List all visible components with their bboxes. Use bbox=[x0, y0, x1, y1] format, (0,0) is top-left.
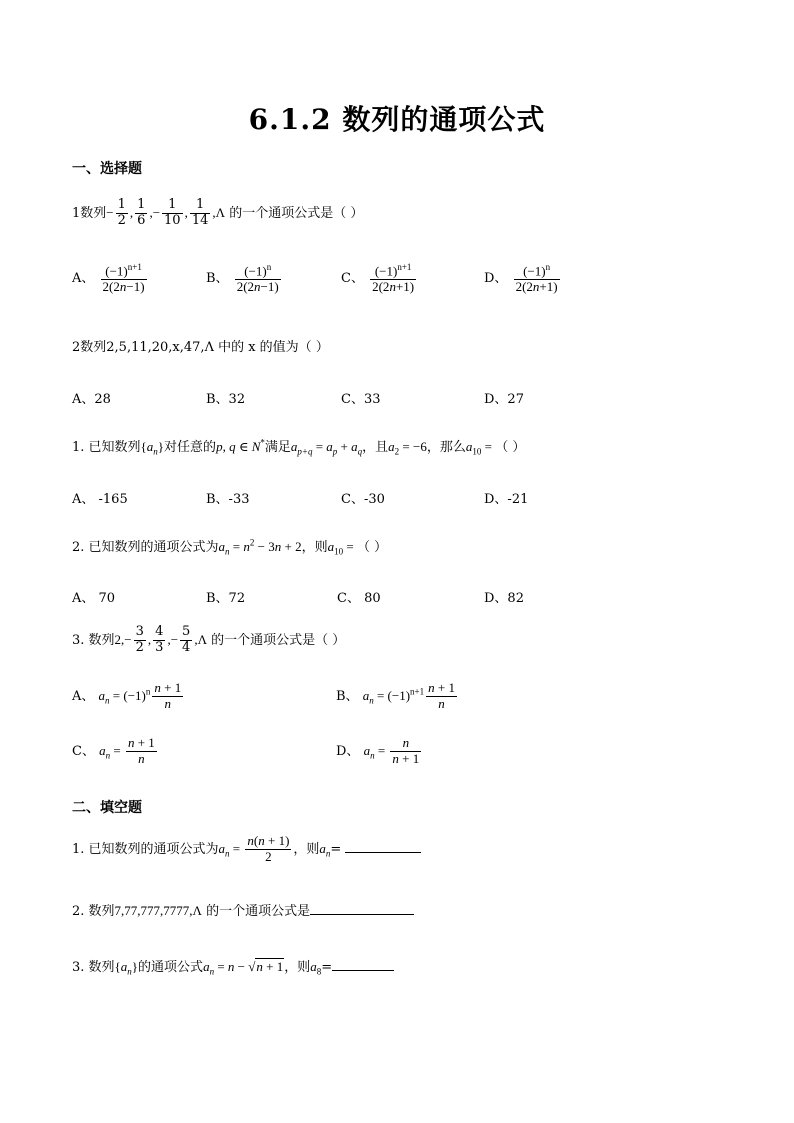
question-2-option-b: B、32 bbox=[206, 392, 246, 407]
answer-blank-1[interactable] bbox=[345, 840, 421, 853]
section-heading-fill: 二、填空题 bbox=[72, 800, 142, 816]
fill-question-1: 1. 已知数列的通项公式为$a_n$ = $\frac{n(n + 1)}{2}$ ，则$a_n=$ bbox=[72, 834, 421, 865]
answer-blank-3[interactable] bbox=[332, 958, 394, 971]
question-4-option-d: D、82 bbox=[484, 591, 524, 606]
question-3-option-d: D、-21 bbox=[484, 492, 529, 507]
question-1-option-d: D、 $\frac{(-1)^n}{2(2n+1)}$ bbox=[484, 262, 558, 295]
question-1-option-c: C、 $\frac{(-1)^{n+1}}{2(2n+1)}$ bbox=[341, 262, 415, 295]
question-5-option-b: B、 $a_n = (-1)^{n+1}$ $\frac{n + 1}{n}$ bbox=[336, 680, 455, 711]
question-2-stem: 2数列2,5,11,20,x,47,Λ 中的 x 的值为（ ） bbox=[72, 340, 329, 355]
question-3-option-c: C、-30 bbox=[341, 492, 385, 507]
question-4-option-a: A、 70 bbox=[72, 591, 116, 606]
question-1-option-b: B、 $\frac{(-1)^n}{2(2n-1)}$ bbox=[206, 262, 279, 295]
question-3-option-a: A、 -165 bbox=[72, 492, 128, 507]
question-1-stem: 1数列− $\frac{1}{2}$ , $\frac{1}{6}$ ,− $\frac{1}{10}$ , $\frac{1}{14}$ ,Λ 的一个通项公式是（ ） bbox=[72, 197, 364, 228]
question-1-suffix: 的一个通项公式是（ ） bbox=[225, 205, 364, 221]
question-5-option-d: D、 $a_n$ = $\frac{n}{n + 1}$ bbox=[336, 735, 420, 766]
question-5-stem: 3. 数列2,− $\frac{3}{2}$ , $\frac{4}{3}$ ,− $\frac{5}{4}$ ,Λ 的一个通项公式是（ ） bbox=[72, 624, 346, 655]
question-3-option-b: B、-33 bbox=[206, 492, 250, 507]
fill-question-2: 2. 数列7,77,777,7777,Λ 的一个通项公式是 bbox=[72, 900, 414, 919]
question-5-option-a: A、 $a_n = (-1)^n$ $\frac{n + 1}{n}$ bbox=[72, 680, 182, 711]
section-heading-choice: 一、选择题 bbox=[72, 161, 142, 177]
question-4-option-c: C、 80 bbox=[337, 591, 381, 606]
question-4-option-b: B、72 bbox=[206, 591, 246, 606]
question-2-option-a: A、28 bbox=[72, 392, 111, 407]
question-2-option-c: C、33 bbox=[341, 392, 381, 407]
question-1-option-a: A、 $\frac{(-1)^{n+1}}{2(2n-1)}$ bbox=[72, 262, 145, 295]
answer-blank-2[interactable] bbox=[310, 902, 414, 915]
question-4-stem: 2. 已知数列的通项公式为$a_n = n^2 - 3n + 2$，则$a_{10}$ = （ ） bbox=[72, 537, 388, 557]
question-1-prefix: 1数列 bbox=[72, 205, 107, 221]
page-title: 6.1.2 数列的通项公式 bbox=[248, 103, 546, 136]
question-2-option-d: D、27 bbox=[484, 392, 524, 407]
question-3-stem: 1. 已知数列$\{a_n\}$对任意的p, q ∈ N*满足$a_{p+q} = a_p + a_q$，且$a_2 = -6$，那么$a_{10}$ = （ ） bbox=[72, 437, 526, 457]
fill-question-3: 3. 数列$\{a_n\}$的通项公式$a_n = n - √n + 1$，则$a_8=$ bbox=[72, 956, 394, 977]
question-5-option-c: C、 $a_n$ = $\frac{n + 1}{n}$ bbox=[72, 735, 155, 766]
